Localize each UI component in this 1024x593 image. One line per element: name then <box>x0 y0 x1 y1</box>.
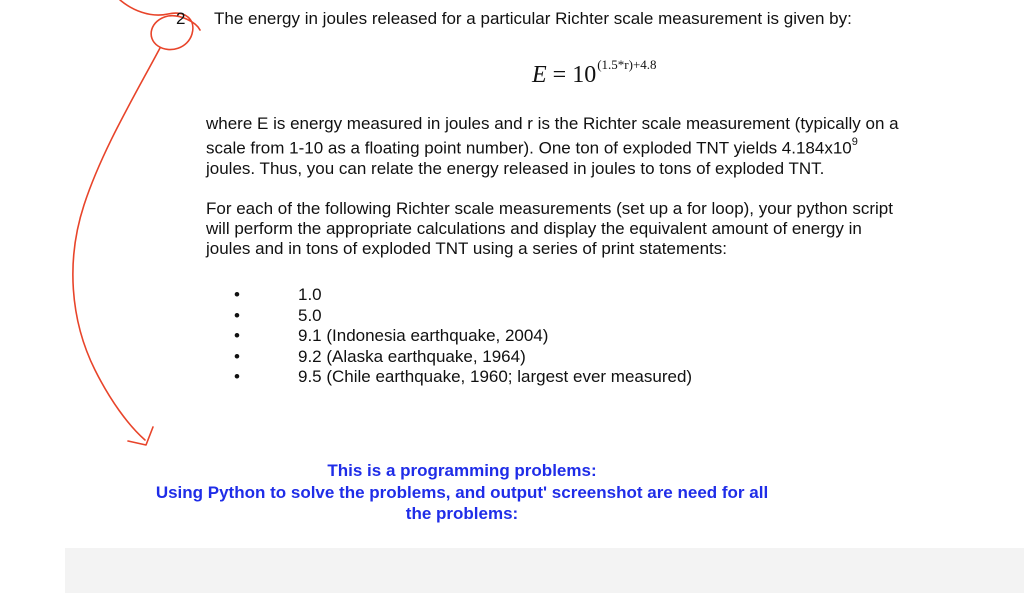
definition-paragraph <box>206 114 986 179</box>
bullet-icon: • <box>234 285 240 304</box>
formula-base: 10 <box>572 62 597 88</box>
note-line-1: This is a programming problems: <box>327 461 597 480</box>
definition-line-2 <box>206 134 986 159</box>
formula-equals: = <box>546 62 573 88</box>
energy-formula <box>532 55 657 89</box>
tnt-exponent: 9 <box>851 136 858 148</box>
bullet-icon: • <box>234 346 240 366</box>
list-item-text: 9.1 (Indonesia earthquake, 2004) <box>298 326 549 345</box>
question-intro: The energy in joules released for a particular Richter scale measurement is given by: <box>214 9 852 28</box>
task-paragraph <box>206 199 986 259</box>
measurement-list <box>226 285 692 388</box>
bullet-icon: • <box>234 326 240 345</box>
formula-exponent: (1.5*r)+4.8 <box>597 57 657 72</box>
list-item <box>226 367 692 388</box>
question-number: 2 <box>176 9 186 28</box>
definition-line-3: joules. Thus, you can relate the energy released in joules to tons of exploded TNT. <box>206 158 825 178</box>
list-item <box>226 285 692 306</box>
list-item <box>226 306 692 327</box>
definition-line-2-text: scale from 1-10 as a floating point number). One ton of exploded TNT yields 4.184x10 <box>206 138 852 158</box>
list-item <box>226 347 692 368</box>
list-item-text: 5.0 <box>298 305 322 325</box>
list-item <box>226 326 692 347</box>
note-line-3: the problems: <box>405 504 519 523</box>
list-item-text: 9.5 (Chile earthquake, 1960; largest ever measured) <box>298 367 693 386</box>
task-line-3: joules and in tons of exploded TNT using a series of print statements: <box>206 239 727 258</box>
list-item-text: 1.0 <box>298 285 322 304</box>
task-line-2: will perform the appropriate calculations and display the equivalent amount of energy in <box>206 219 862 238</box>
list-item-text: 9.2 (Alaska earthquake, 1964) <box>298 346 526 366</box>
bottom-gray-strip <box>65 548 1024 593</box>
definition-line-1: where E is energy measured in joules and r is the Richter scale measurement (typically on a <box>206 114 899 133</box>
task-line-1: For each of the following Richter scale measurements (set up a for loop), your python script <box>206 199 893 218</box>
programming-note <box>70 460 854 525</box>
bullet-icon: • <box>234 367 240 386</box>
note-line-2: Using Python to solve the problems, and output' screenshot are need for all <box>155 482 769 502</box>
formula-energy-variable: E <box>532 62 547 88</box>
bullet-icon: • <box>234 305 240 325</box>
